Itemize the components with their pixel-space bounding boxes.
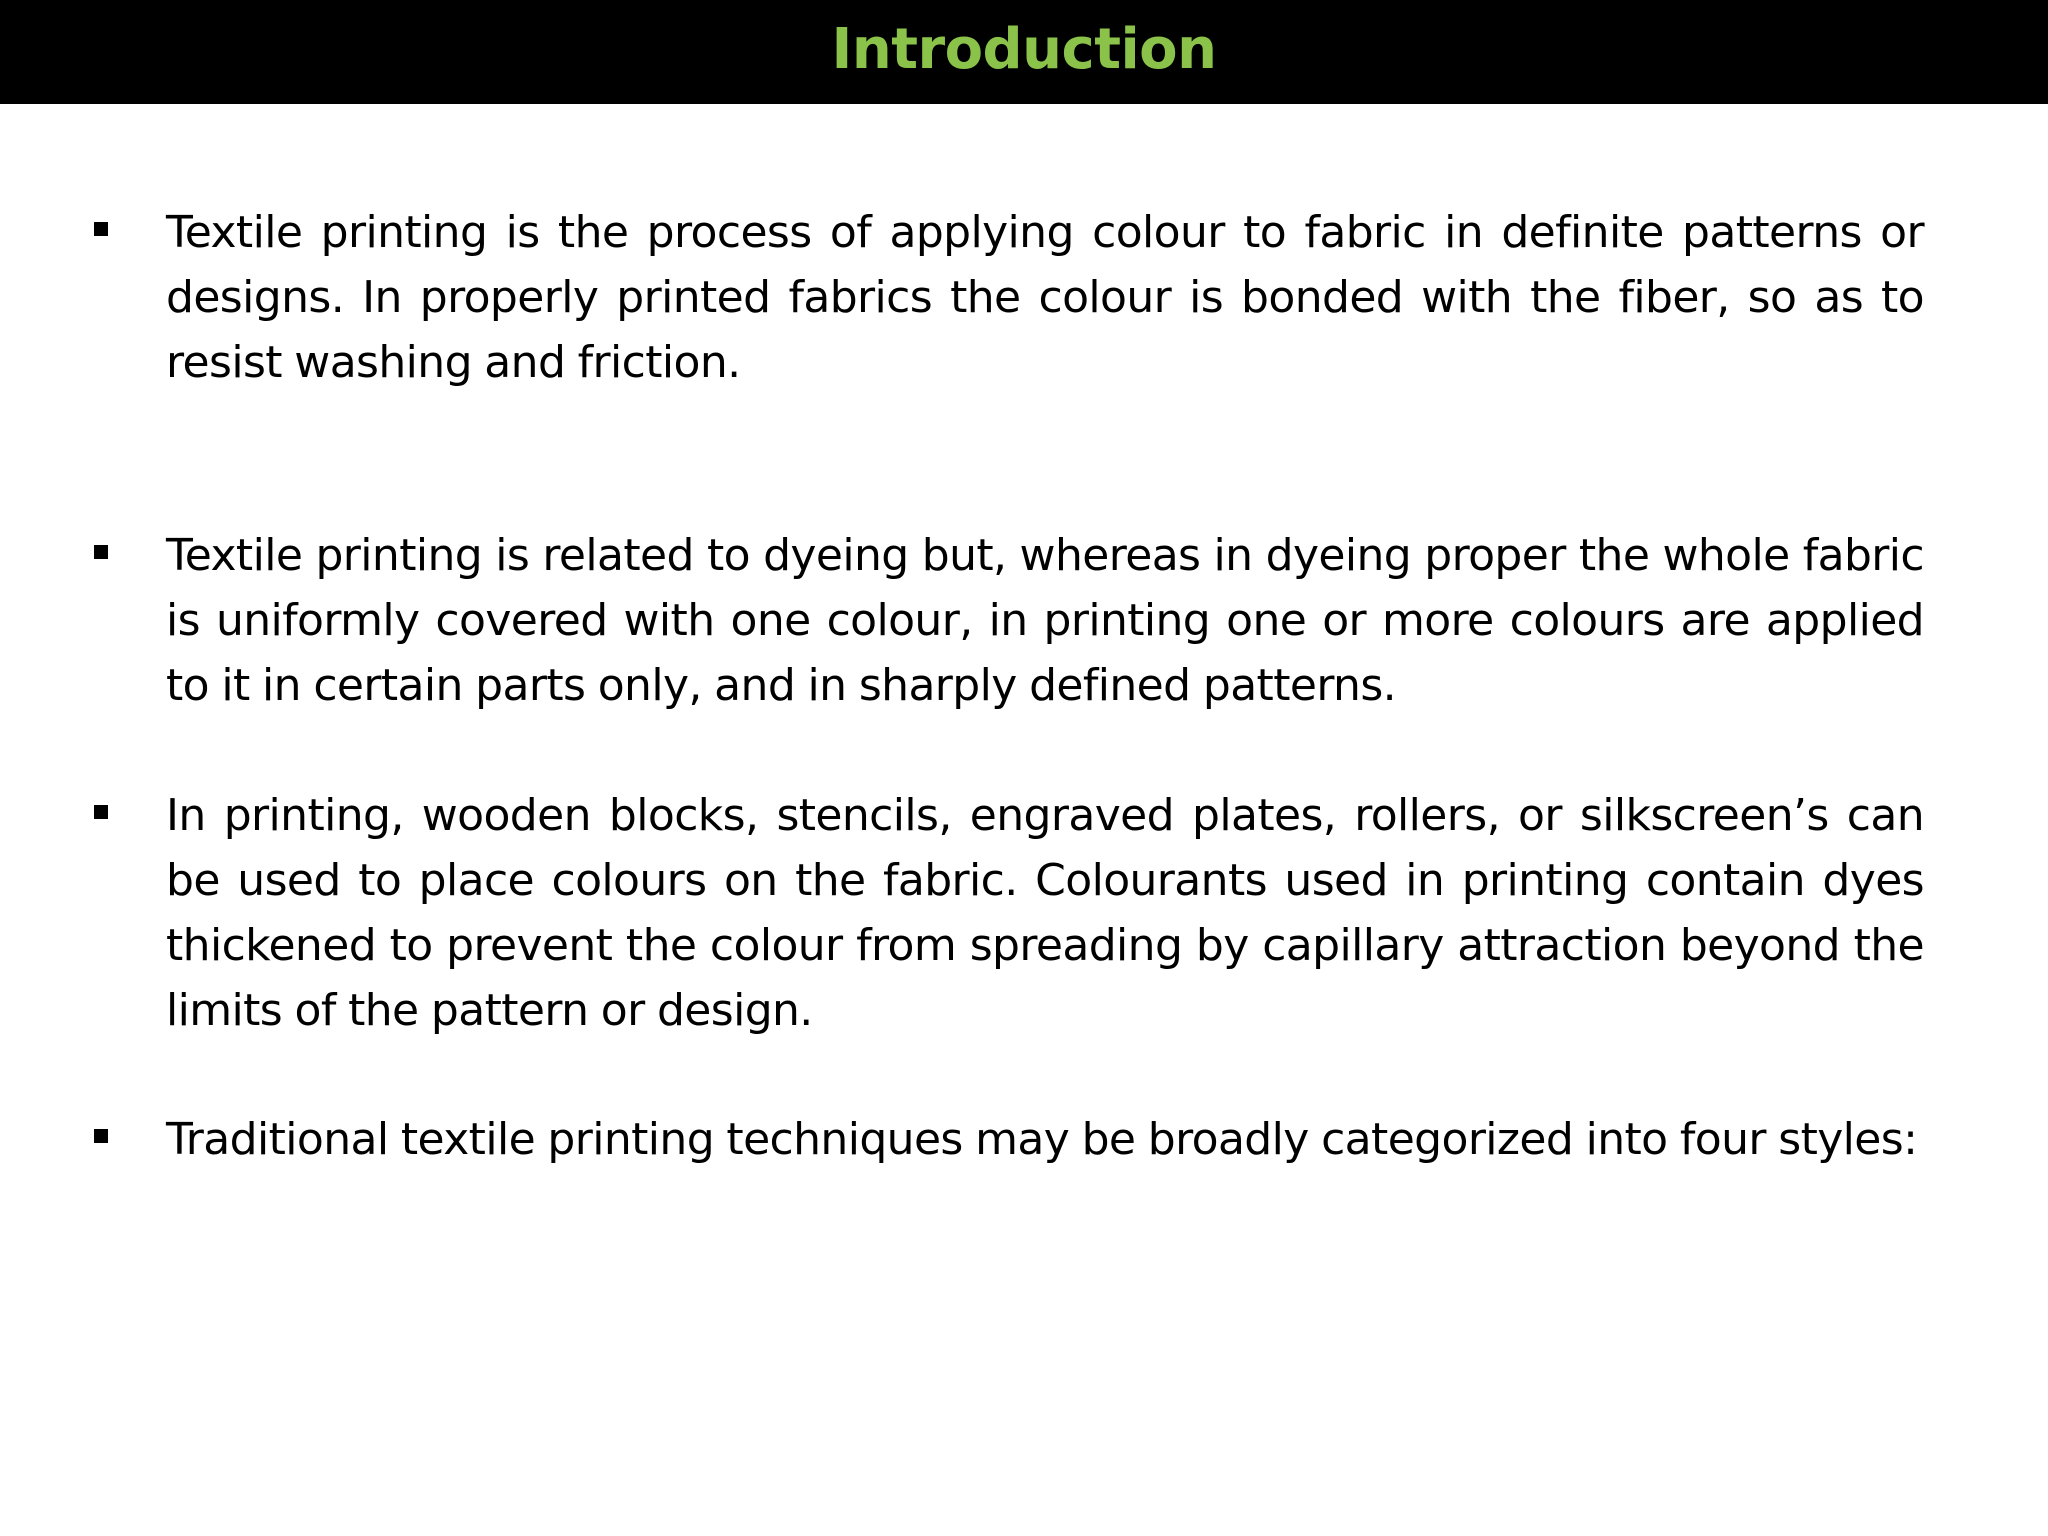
bullet-text: Traditional textile printing techniques may be broadly categorized into four styles: [166,1114,1918,1165]
bullet-text: Textile printing is the process of applying colour to fabric in definite patterns or designs. In properly printed fabrics the colour is bonded with the fiber, so as to resist washing and friction. [166,207,1924,388]
bullet-text: Textile printing is related to dyeing but, whereas in dyeing proper the whole fabric is uniformly covered with one colour, in printing one or more colours are applied to it in certain parts only, and in sharply defined patterns. [166,530,1924,711]
square-bullet-icon [94,805,108,819]
square-bullet-icon [94,222,108,236]
slide-title: Introduction [831,17,1217,82]
title-bar [0,0,2048,104]
bullet-text: In printing, wooden blocks, stencils, engraved plates, rollers, or silkscreen’s can be used to place colours on the fabric. Colourants used in printing contain dyes thickened to prevent the colour from spreading by capillary attraction beyond the limits of the pattern or design. [166,790,1924,1036]
square-bullet-icon [94,1129,108,1143]
square-bullet-icon [94,545,108,559]
